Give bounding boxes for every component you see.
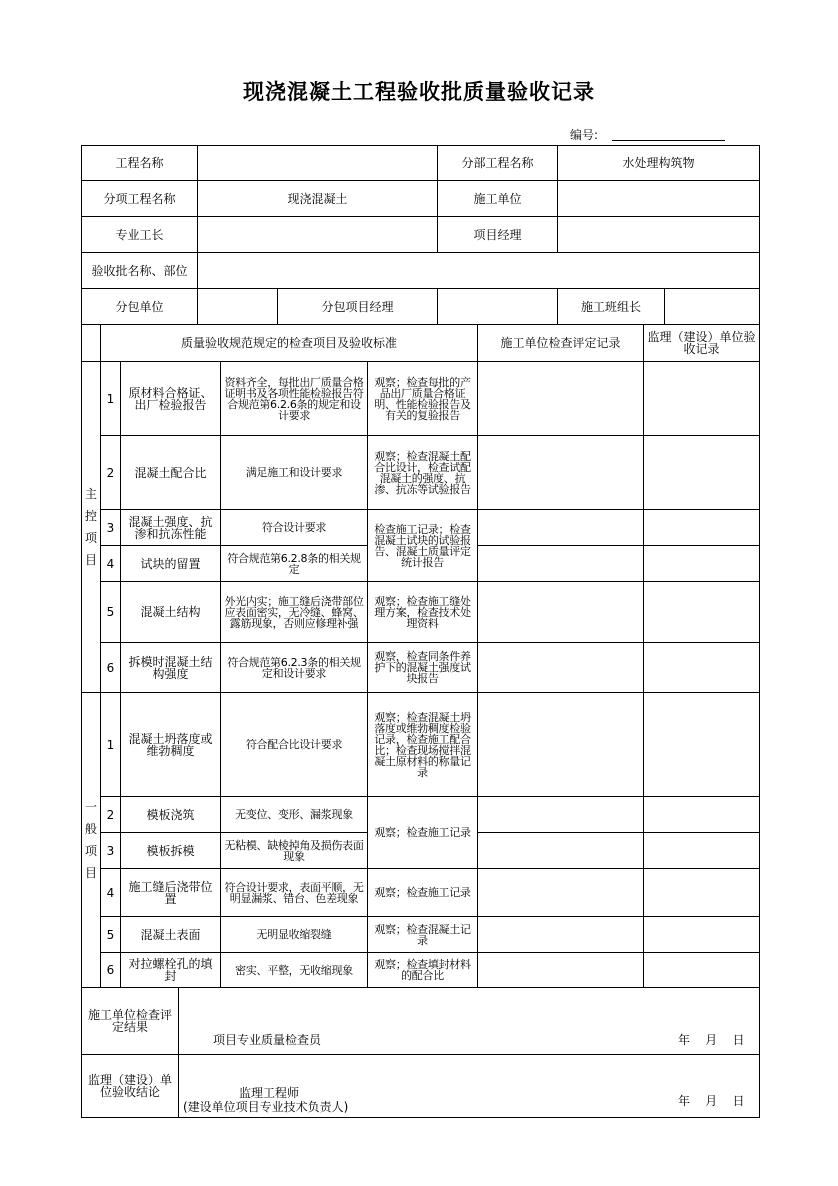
division-field[interactable]: 水处理构筑物 (558, 145, 760, 181)
item-field[interactable]: 现浇混凝土 (198, 181, 438, 217)
main-item-contractor-record[interactable] (478, 510, 644, 546)
general-item-supervisor-record[interactable] (644, 833, 760, 869)
general-item-contractor-record[interactable] (478, 917, 644, 953)
general-item-method: 观察；检查施工记录 (368, 869, 478, 917)
main-item-no: 6 (101, 643, 121, 693)
main-item-name: 试块的留置 (121, 546, 221, 582)
general-item-contractor-record[interactable] (478, 833, 644, 869)
main-item-supervisor-record[interactable] (644, 362, 760, 436)
general-item-standard: 符合配合比设计要求 (221, 693, 368, 797)
main-item-no: 4 (101, 546, 121, 582)
doc-no-label: 编号: (570, 128, 599, 142)
general-item-supervisor-record[interactable] (644, 917, 760, 953)
general-item-no: 4 (101, 869, 121, 917)
general-item-method: 观察；检查混凝土坍落度或维勃稠度检验记录，检查施工配合比；检查现场搅拌混凝土原材料的称量记录 (368, 693, 478, 797)
general-item-name: 混凝土表面 (121, 917, 221, 953)
general-item-name: 施工缝后浇带位置 (121, 869, 221, 917)
main-item-name: 原材料合格证、出厂检验报告 (121, 362, 221, 436)
foreman-field[interactable] (198, 217, 438, 253)
team-leader-label: 施工班组长 (558, 289, 665, 325)
main-item-standard: 符合规范第6.2.3条的相关规定和设计要求 (221, 643, 368, 693)
main-item-no: 3 (101, 510, 121, 546)
main-item-contractor-record[interactable] (478, 546, 644, 582)
general-item-no: 5 (101, 917, 121, 953)
header-corner (81, 325, 101, 362)
main-item-name: 混凝土结构 (121, 582, 221, 643)
general-item-no: 6 (101, 953, 121, 988)
general-item-standard: 无明显收缩裂缝 (221, 917, 368, 953)
subcontractor-label: 分包单位 (81, 289, 198, 325)
main-item-method: 观察；检查每批的产品出厂质量合格证明、性能检验报告及有关的复验报告 (368, 362, 478, 436)
main-item-contractor-record[interactable] (478, 643, 644, 693)
standard-header: 质量验收规范规定的检查项目及验收标准 (101, 325, 478, 362)
foreman-label: 专业工长 (81, 217, 198, 253)
project-name-label: 工程名称 (81, 145, 198, 181)
main-item-standard: 符合设计要求 (221, 510, 368, 546)
general-item-standard: 密实、平整，无收缩现象 (221, 953, 368, 988)
main-item-no: 1 (101, 362, 121, 436)
team-leader-field[interactable] (665, 289, 760, 325)
main-item-standard: 外光内实；施工缝后浇带部位应表面密实，无冷缝、蜂窝、露筋现象，否则应修理补强 (221, 582, 368, 643)
batch-label: 验收批名称、部位 (81, 253, 198, 289)
general-item-standard: 无粘模、缺棱掉角及损伤表面现象 (221, 833, 368, 869)
general-item-supervisor-record[interactable] (644, 797, 760, 833)
subcontractor-field[interactable] (198, 289, 278, 325)
contractor-label: 施工单位 (438, 181, 558, 217)
main-item-contractor-record[interactable] (478, 362, 644, 436)
main-item-contractor-record[interactable] (478, 436, 644, 510)
main-item-no: 2 (101, 436, 121, 510)
main-control-group-label: 主 控 项 目 (81, 362, 101, 693)
main-item-method: 观察；检查施工缝处理方案，检查技术处理资料 (368, 582, 478, 643)
main-item-standard: 满足施工和设计要求 (221, 436, 368, 510)
date-field[interactable]: 年 月 日 (678, 1033, 745, 1047)
general-item-method-merged: 观察；检查施工记录 (368, 797, 478, 869)
general-item-standard: 符合设计要求，表面平顺，无明显漏浆、错台、色差现象 (221, 869, 368, 917)
project-name-field[interactable] (198, 145, 438, 181)
manager-label: 项目经理 (438, 217, 558, 253)
general-item-contractor-record[interactable] (478, 869, 644, 917)
general-item-name: 模板拆模 (121, 833, 221, 869)
general-item-name: 模板浇筑 (121, 797, 221, 833)
main-item-method: 观察，检查同条件养护下的混凝土强度试块报告 (368, 643, 478, 693)
inspection-form (81, 145, 760, 1118)
main-item-method: 观察；检查混凝土配合比设计，检查试配混凝土的强度、抗渗、抗冻等试验报告 (368, 436, 478, 510)
main-item-name: 拆模时混凝土结构强度 (121, 643, 221, 693)
main-item-supervisor-record[interactable] (644, 643, 760, 693)
contractor-result-label: 施工单位检查评定结果 (81, 988, 179, 1055)
contractor-field[interactable] (558, 181, 760, 217)
general-item-no: 2 (101, 797, 121, 833)
item-label: 分项工程名称 (81, 181, 198, 217)
main-item-contractor-record[interactable] (478, 582, 644, 643)
batch-field[interactable] (198, 253, 760, 289)
sub-manager-label: 分包项目经理 (278, 289, 438, 325)
quality-inspector-label: 项目专业质量检查员 (213, 1033, 322, 1047)
division-label: 分部工程名称 (438, 145, 558, 181)
supervisor-conclusion-label: 监理（建设）单位验收结论 (81, 1055, 179, 1118)
general-item-supervisor-record[interactable] (644, 869, 760, 917)
main-item-name: 混凝土强度、抗渗和抗冻性能 (121, 510, 221, 546)
manager-field[interactable] (558, 217, 760, 253)
main-item-standard: 资料齐全，每批出厂质量合格证明书及各项性能检验报告符合规范第6.2.6条的规定和设计要求 (221, 362, 368, 436)
main-item-method-merged: 检查施工记录；检查混凝土试块的试验报告、混凝土质量评定统计报告 (368, 510, 478, 582)
doc-no-field[interactable] (612, 140, 725, 141)
general-item-supervisor-record[interactable] (644, 953, 760, 988)
main-item-supervisor-record[interactable] (644, 582, 760, 643)
general-item-name: 混凝土坍落度或维勃稠度 (121, 693, 221, 797)
general-item-supervisor-record[interactable] (644, 693, 760, 797)
main-item-standard: 符合规范第6.2.8条的相关规定 (221, 546, 368, 582)
page-title: 现浇混凝土工程验收批质量验收记录 (243, 80, 595, 104)
general-item-contractor-record[interactable] (478, 797, 644, 833)
supervisor-engineer-label: 监理工程师 (239, 1086, 300, 1100)
general-item-standard: 无变位、变形、漏浆现象 (221, 797, 368, 833)
main-item-supervisor-record[interactable] (644, 546, 760, 582)
general-item-name: 对拉螺栓孔的填封 (121, 953, 221, 988)
general-item-method: 观察；检查混凝土记录 (368, 917, 478, 953)
main-item-name: 混凝土配合比 (121, 436, 221, 510)
general-item-no: 1 (101, 693, 121, 797)
general-item-contractor-record[interactable] (478, 693, 644, 797)
supervisor-record-header: 监理（建设）单位验收记录 (644, 325, 760, 362)
main-item-supervisor-record[interactable] (644, 510, 760, 546)
supervisor-engineer-note: (建设单位项目专业技术负责人) (183, 1100, 349, 1114)
general-item-no: 3 (101, 833, 121, 869)
general-group-label: 一 般 项 目 (81, 693, 101, 988)
contractor-record-header: 施工单位检查评定记录 (478, 325, 644, 362)
date-field[interactable]: 年 月 日 (678, 1094, 745, 1108)
general-item-method: 观察；检查填封材料的配合比 (368, 953, 478, 988)
general-item-contractor-record[interactable] (478, 953, 644, 988)
sub-manager-field[interactable] (438, 289, 558, 325)
main-item-supervisor-record[interactable] (644, 436, 760, 510)
main-item-no: 5 (101, 582, 121, 643)
